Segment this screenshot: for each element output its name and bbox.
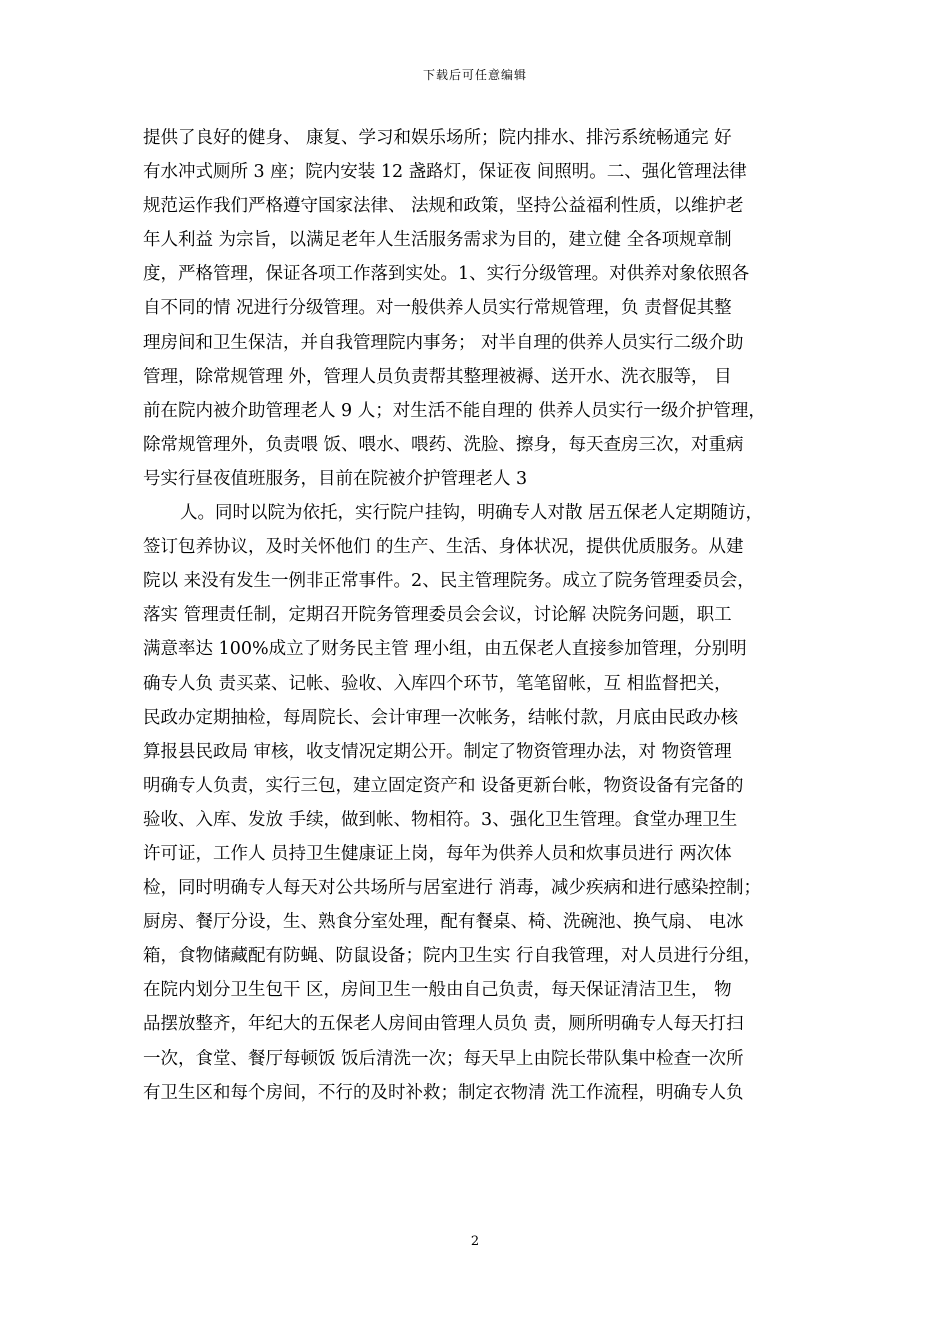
text-line: 院以 来没有发生一例非正常事件。2、民主管理院务。成立了院务管理委员会， [143, 571, 755, 592]
text-line: 度，严格管理，保证各项工作落到实处。1、实行分级管理。对供养对象依照各 [143, 264, 750, 285]
text-line: 号实行昼夜值班服务，目前在院被介护管理老人 3 [143, 468, 528, 489]
text-line: 落实 管理责任制，定期召开院务管理委员会会议，讨论解 决院务问题，职工 [143, 605, 732, 626]
text-line: 有水冲式厕所 3 座；院内安装 12 盏路灯，保证夜 间照明。二、强化管理法律 [143, 162, 747, 183]
text-line: 算报县民政局 审核，收支情况定期公开。制定了物资管理办法，对 物资管理 [143, 741, 732, 762]
page-header: 下载后可任意编辑 [422, 68, 527, 82]
text-line: 理房间和卫生保洁，并自我管理院内事务； 对半自理的供养人员实行二级介助 [143, 332, 744, 353]
text-line: 品摆放整齐，年纪大的五保老人房间由管理人员负 责，厕所明确专人每天打扫 [143, 1014, 744, 1035]
text-line: 在院内划分卫生包干 区，房间卫生一般由自己负责，每天保证清洁卫生， 物 [143, 980, 732, 1001]
document-body [143, 121, 833, 1110]
paragraph-start-line: 人。同时以院为依托，实行院户挂钩，明确专人对散 居五保老人定期随访， [180, 503, 764, 524]
page-number: 2 [470, 1234, 480, 1249]
text-line: 验收、入库、发放 手续，做到帐、物相符。3、强化卫生管理。食堂办理卫生 [143, 809, 738, 830]
text-line: 明确专人负责，实行三包，建立固定资产和 设备更新台帐，物资设备有完备的 [143, 775, 744, 796]
text-line: 许可证，工作人 员持卫生健康证上岗，每年为供养人员和炊事员进行 两次体 [143, 843, 732, 864]
text-line: 满意率达 100%成立了财务民主管 理小组，由五保老人直接参加管理，分别明 [143, 639, 747, 660]
text-line: 除常规管理外，负责喂 饭、喂水、喂药、洗脸、擦身，每天查房三次，对重病 [143, 434, 744, 455]
text-line: 箱，食物储藏配有防蝇、防鼠设备；院内卫生实 行自我管理，对人员进行分组， [143, 946, 762, 967]
text-line: 自不同的情 况进行分级管理。对一般供养人员实行常规管理，负 责督促其整 [143, 298, 732, 319]
text-line: 签订包养协议，及时关怀他们 的生产、生活、身体状况，提供优质服务。从建 [143, 537, 744, 558]
text-line: 有卫生区和每个房间，不行的及时补救；制定衣物清 洗工作流程，明确专人负 [143, 1082, 744, 1103]
text-line: 管理，除常规管理 外，管理人员负责帮其整理被褥、送开水、洗衣服等， 目 [143, 366, 732, 387]
text-line: 一次，食堂、餐厅每顿饭 饭后清洗一次；每天早上由院长带队集中检查一次所 [143, 1048, 744, 1069]
text-line: 规范运作我们严格遵守国家法律、 法规和政策，坚持公益福利性质，以维护老 [143, 196, 744, 217]
text-line: 年人利益 为宗旨，以满足老年人生活服务需求为目的，建立健 全各项规章制 [143, 230, 732, 251]
text-line: 提供了良好的健身、 康复、学习和娱乐场所；院内排水、排污系统畅通完 好 [143, 128, 732, 148]
text-line: 检，同时明确专人每天对公共场所与居室进行 消毒，减少疾病和进行感染控制； [143, 878, 762, 899]
text-line: 确专人负 责买菜、记帐、验收、入库四个环节，笔笔留帐，互 相监督把关， [143, 673, 732, 694]
text-line: 民政办定期抽检，每周院长、会计审理一次帐务，结帐付款，月底由民政办核 [143, 707, 738, 728]
text-line: 前在院内被介助管理老人 9 人；对生活不能自理的 供养人员实行一级介护管理， [143, 400, 766, 421]
text-line: 厨房、餐厅分设，生、熟食分室处理，配有餐桌、椅、洗碗池、换气扇、 电冰 [143, 912, 744, 933]
